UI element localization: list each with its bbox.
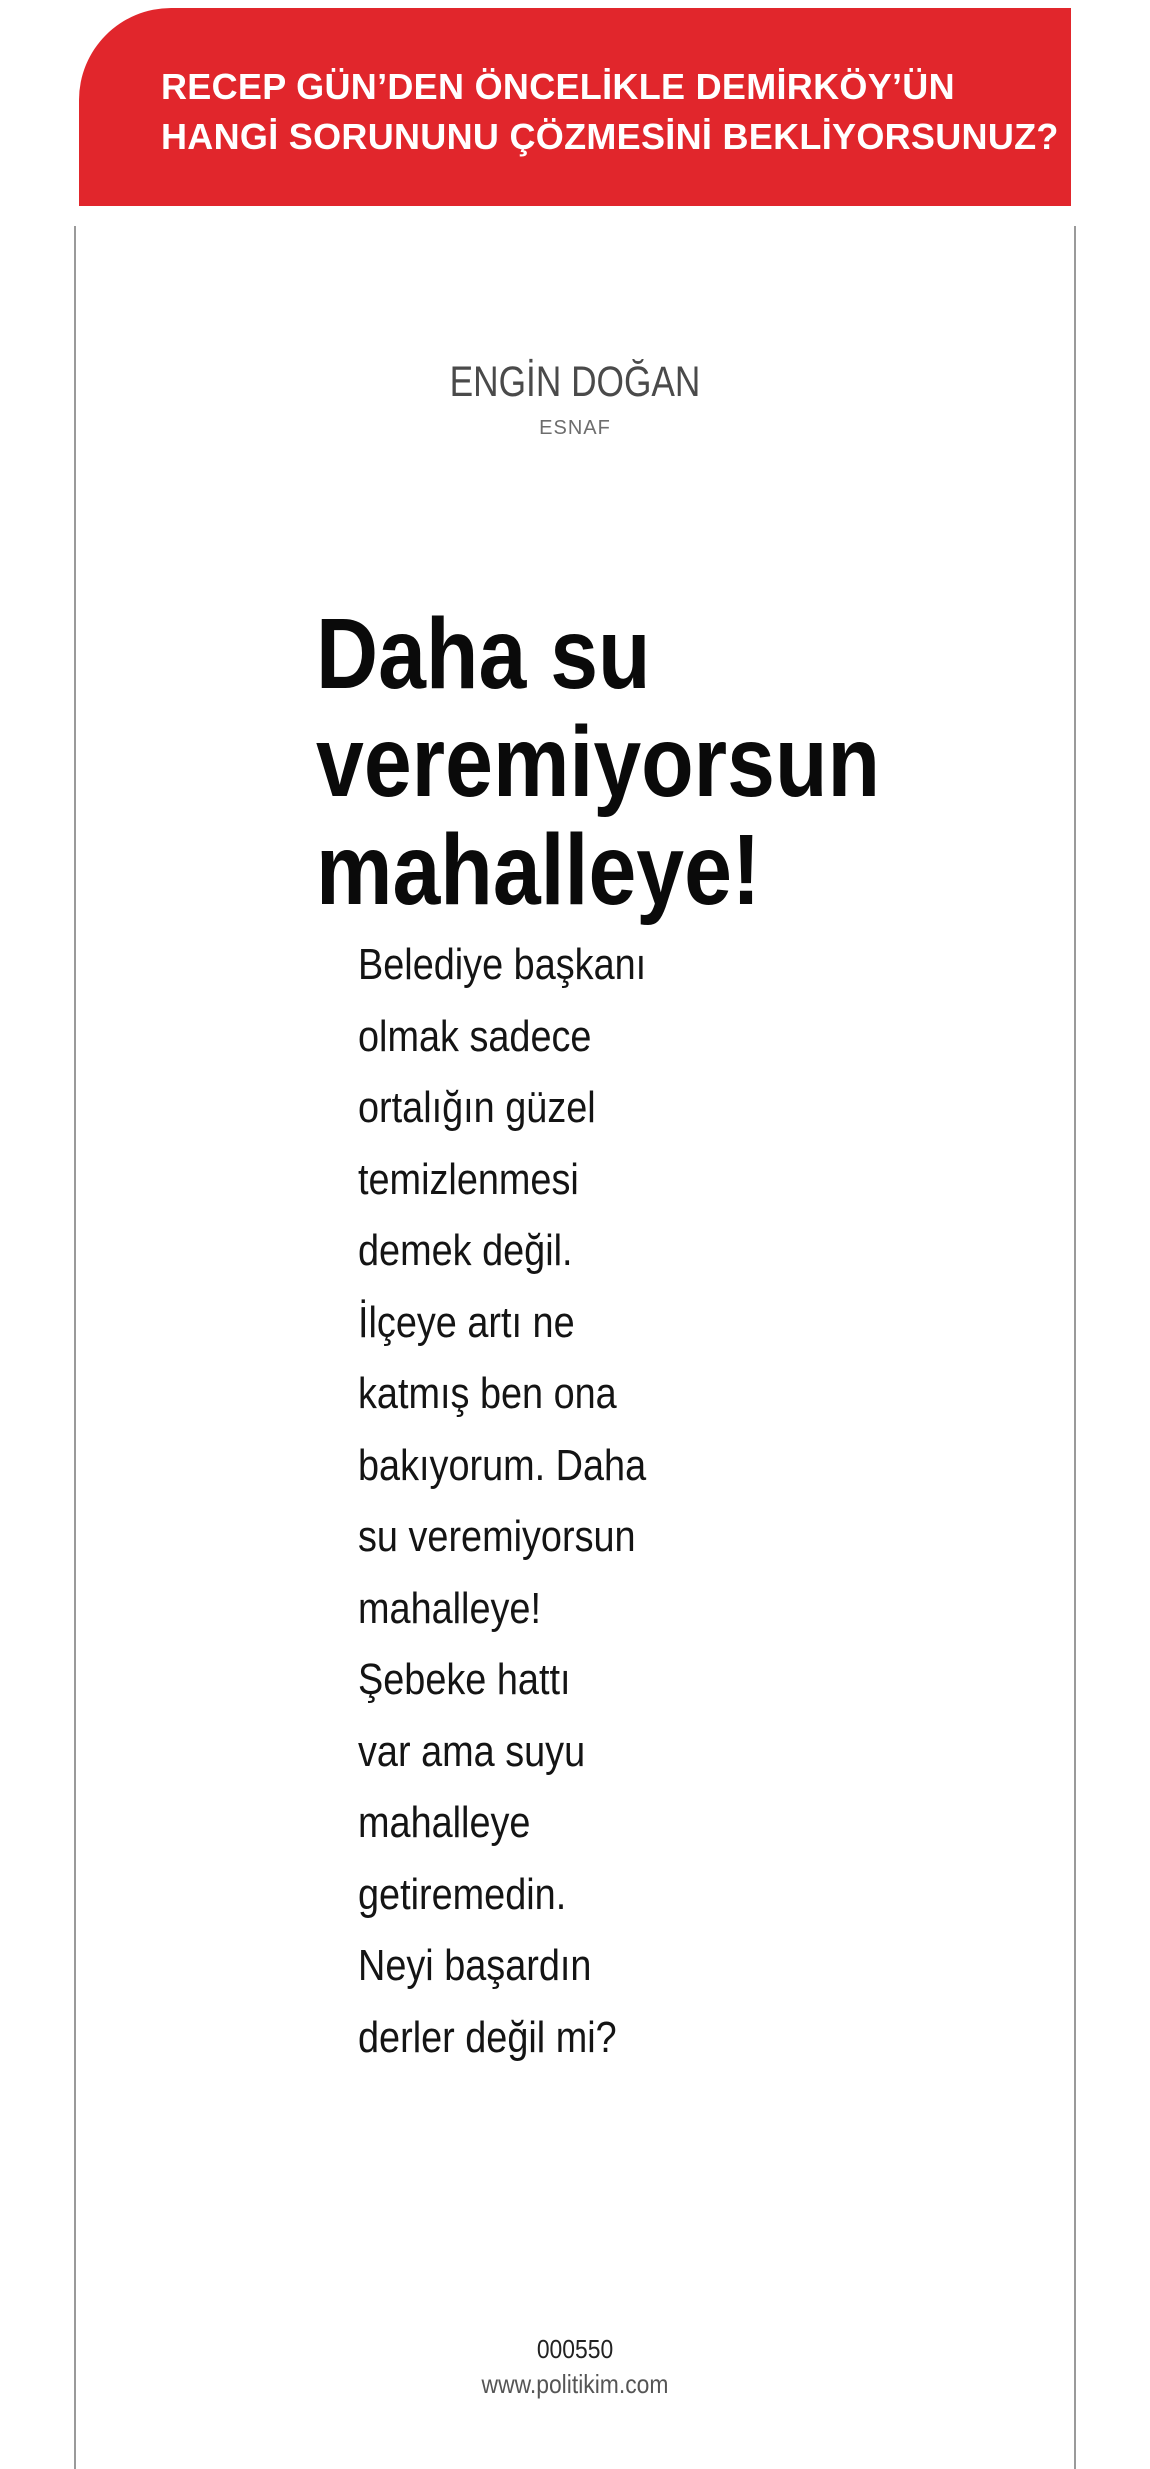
headline-line-3: mahalleye! — [316, 814, 761, 926]
body-line: Şebeke hattı — [358, 1655, 571, 1704]
question-line-2: HANGİ SORUNUNU ÇÖZMESİNİ BEKLİYORSUNUZ? — [161, 116, 1059, 157]
body-line: su veremiyorsun — [358, 1512, 636, 1561]
body-quote — [358, 929, 719, 2073]
person-name: ENGİN DOĞAN — [449, 358, 701, 406]
question-line-1: RECEP GÜN’DEN ÖNCELİKLE DEMİRKÖY’ÜN — [161, 66, 955, 107]
body-line: ortalığın güzel — [358, 1083, 596, 1132]
body-line: bakıyorum. Daha — [358, 1440, 647, 1490]
body-line: mahalleye — [358, 1798, 531, 1847]
footer-url: www.politikim.com — [481, 2369, 669, 2399]
body-line: var ama suyu — [358, 1726, 586, 1776]
body-line: Belediye başkanı — [358, 940, 647, 989]
body-line: Neyi başardın — [358, 1941, 592, 1990]
headline-quote — [316, 600, 918, 924]
body-line: katmış ben ona — [358, 1369, 617, 1418]
body-line: mahalleye! — [358, 1583, 541, 1633]
right-border-line — [1074, 226, 1076, 2469]
person-role: ESNAF — [539, 417, 611, 439]
body-line: temizlenmesi — [358, 1154, 579, 1204]
body-line: derler değil mi? — [358, 2012, 617, 2062]
footer-code: 000550 — [536, 2334, 614, 2364]
question-banner — [79, 8, 1071, 206]
headline-line-2: veremiyorsun — [316, 706, 881, 818]
body-line: demek değil. — [358, 1226, 573, 1275]
body-line: olmak sadece — [358, 1011, 592, 1061]
body-line: getiremedin. — [358, 1869, 567, 1919]
headline-line-1: Daha su — [316, 598, 651, 710]
body-line: İlçeye artı ne — [358, 1297, 575, 1347]
left-border-line — [74, 226, 76, 2469]
